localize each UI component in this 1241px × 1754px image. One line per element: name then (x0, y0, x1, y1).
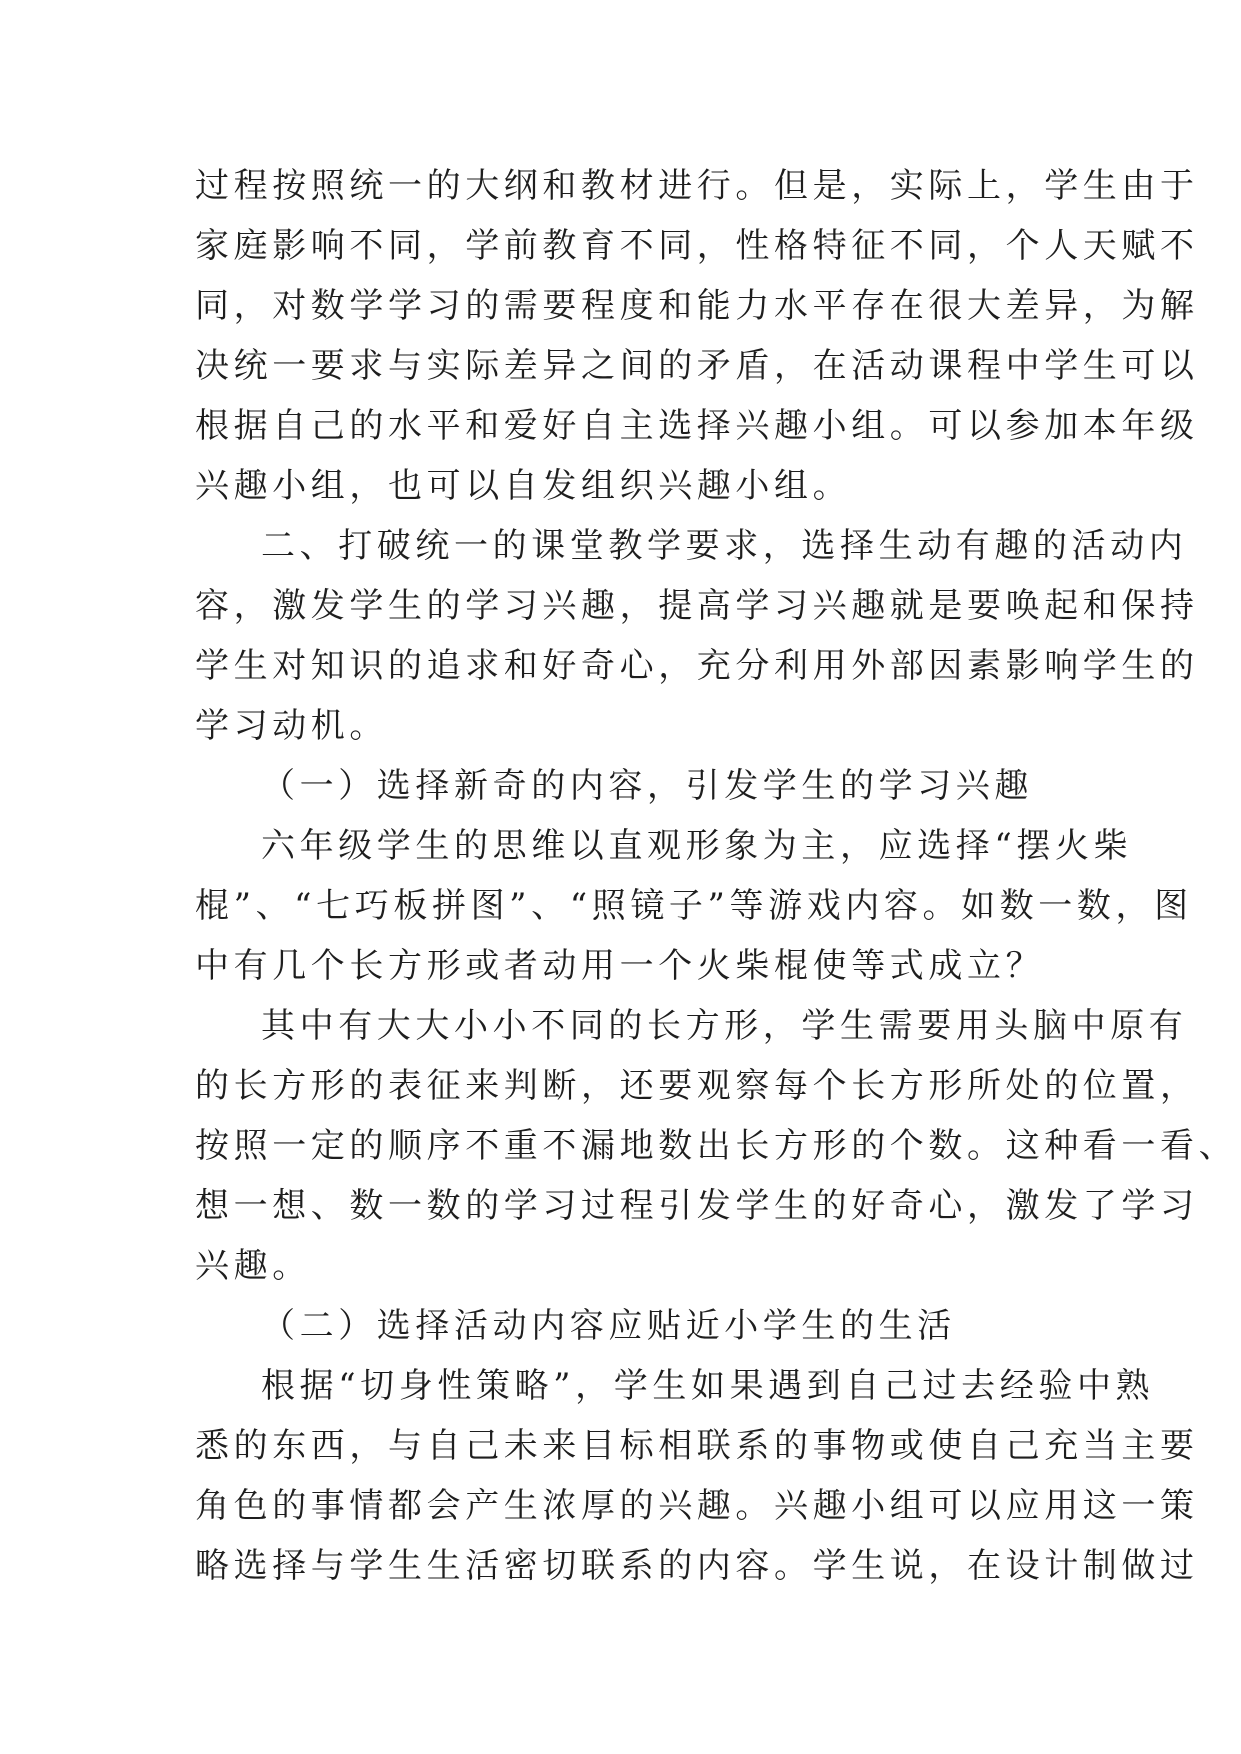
text-line: 根据“切身性策略”，学生如果遇到自己过去经验中熟 (261, 1366, 1155, 1406)
text-line: 家庭影响不同，学前教育不同，性格特征不同，个人天赋不 (195, 226, 1199, 266)
text-line: 兴趣。 (195, 1246, 311, 1286)
text-line: 悉的东西，与自己未来目标相联系的事物或使自己充当主要 (195, 1426, 1199, 1466)
text-line: 角色的事情都会产生浓厚的兴趣。兴趣小组可以应用这一策 (195, 1486, 1199, 1526)
text-line: 的长方形的表征来判断，还要观察每个长方形所处的位置， (195, 1066, 1199, 1106)
text-line: 决统一要求与实际差异之间的矛盾，在活动课程中学生可以 (195, 346, 1199, 386)
text-line: 根据自己的水平和爱好自主选择兴趣小组。可以参加本年级 (195, 406, 1199, 446)
text-line: 六年级学生的思维以直观形象为主，应选择“摆火柴 (261, 826, 1133, 866)
section-heading-line: 二、打破统一的课堂教学要求，选择生动有趣的活动内 (261, 526, 1188, 566)
subsection-heading: （二）选择活动内容应贴近小学生的生活 (261, 1306, 956, 1346)
text-line: 按照一定的顺序不重不漏地数出长方形的个数。这种看一看、 (195, 1126, 1238, 1166)
text-line: 棍”、“七巧板拼图”、“照镜子”等游戏内容。如数一数，图 (195, 886, 1193, 926)
text-line: 略选择与学生生活密切联系的内容。学生说，在设计制做过 (195, 1546, 1199, 1586)
text-line: 过程按照统一的大纲和教材进行。但是，实际上，学生由于 (195, 166, 1199, 206)
text-line: 同，对数学学习的需要程度和能力水平存在很大差异，为解 (195, 286, 1199, 326)
text-line: 其中有大大小小不同的长方形，学生需要用头脑中原有 (261, 1006, 1188, 1046)
subsection-heading: （一）选择新奇的内容，引发学生的学习兴趣 (261, 766, 1033, 806)
text-line: 中有几个长方形或者动用一个火柴棍使等式成立？ (195, 946, 1045, 986)
text-line: 兴趣小组，也可以自发组织兴趣小组。 (195, 466, 852, 506)
text-line: 容，激发学生的学习兴趣，提高学习兴趣就是要唤起和保持 (195, 586, 1199, 626)
text-line: 学生对知识的追求和好奇心，充分利用外部因素影响学生的 (195, 646, 1199, 686)
text-line: 想一想、数一数的学习过程引发学生的好奇心，激发了学习 (195, 1186, 1199, 1226)
text-line: 学习动机。 (195, 706, 388, 746)
